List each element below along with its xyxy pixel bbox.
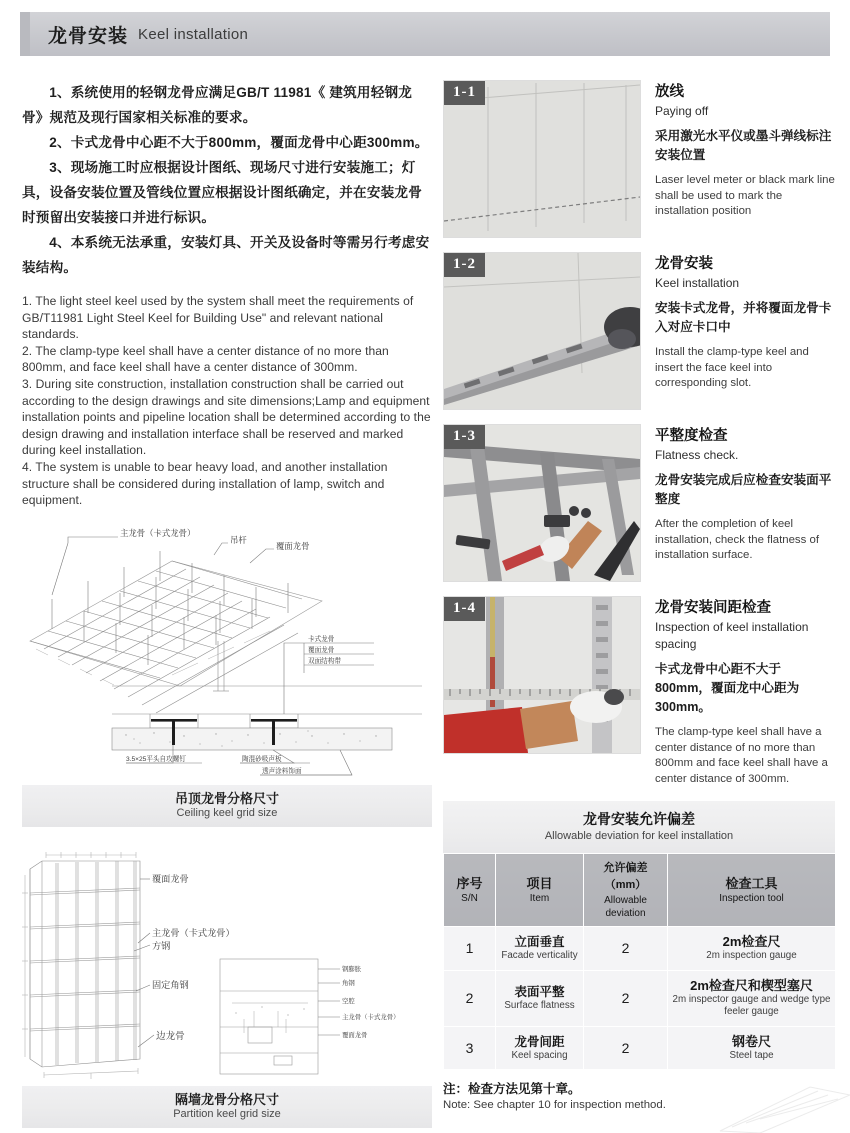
row-2-tool <box>668 970 836 1026</box>
step-title-en-1-2: Keel installation <box>655 276 740 290</box>
label-detail-face-keel: 覆面龙骨 <box>342 1031 368 1039</box>
step-body-cn-1-2: 安装卡式龙骨，并将覆面龙骨卡入对应卡口中 <box>655 301 832 334</box>
photo-paying-off <box>443 80 641 238</box>
label-callout-structure-band: 双面结构带 <box>308 657 341 665</box>
partition-drawing-caption <box>22 1086 432 1128</box>
allowable-deviation-table-wrap <box>443 801 835 1113</box>
step-body-en-1-1: Laser level meter or black mark line shall be used to mark the installation position <box>655 174 835 217</box>
row-2-sn: 2 <box>444 970 496 1026</box>
intro-en-p3: 3. During site construction, installation construction shall be carried out according to the design drawings and site dimensions;Lamp and equipment installation points and pipeline location shall be determined according to the design drawing and installation interface shall be reserved and marked during keel installation. <box>22 376 431 458</box>
step-title-en-1-4: Inspection of keel installation spacing <box>655 620 809 651</box>
label-callout-clamp-keel: 卡式龙骨 <box>308 635 335 643</box>
row-3-deviation: 2 <box>584 1026 668 1070</box>
step-title-en-1-1: Paying off <box>655 104 709 118</box>
row-2-item <box>496 970 584 1026</box>
step-title-cn-1-1: 放线 <box>655 84 684 100</box>
label-detail-angle-steel: 角钢 <box>342 979 355 987</box>
row-1-sn: 1 <box>444 927 496 971</box>
label-coating-finish: 透声涂料饰面 <box>262 767 302 775</box>
header-accent-bar <box>20 12 30 56</box>
step-body-cn-1-1: 采用激光水平仪或墨斗弹线标注安装位置 <box>655 129 832 162</box>
row-3-item-en: Keel spacing <box>511 1049 568 1061</box>
step-text-1-4 <box>641 596 835 787</box>
table-note-cn: 注：检查方法见第十章。 <box>443 1082 581 1096</box>
partition-keel-drawing-wrap <box>22 841 434 1128</box>
label-detail-cavity: 空腔 <box>342 997 355 1005</box>
header-item-en: Item <box>529 893 550 904</box>
label-main-keel: 主龙骨（卡式龙骨） <box>120 527 196 538</box>
header-sn-en: S/N <box>461 893 478 904</box>
step-title-en-1-3: Flatness check. <box>655 448 739 462</box>
photo-keel-installation <box>443 252 641 410</box>
photo-badge-1-4: 1-4 <box>444 597 485 621</box>
table-title-en: Allowable deviation for keel installation <box>544 830 734 842</box>
table-note-en: Note: See chapter 10 for inspection method. <box>443 1099 666 1111</box>
header-item-cn: 项目 <box>526 876 553 891</box>
label-partition-face-keel: 覆面龙骨 <box>152 873 189 884</box>
header-tool-cn: 检查工具 <box>725 876 778 891</box>
step-text-1-1 <box>641 80 835 238</box>
row-2-item-cn: 表面平整 <box>514 984 565 999</box>
left-column <box>22 80 432 1128</box>
page-title-en: Keel installation <box>138 25 249 43</box>
step-body-cn-1-3: 龙骨安装完成后应检查安装面平整度 <box>655 473 832 506</box>
ceiling-keel-drawing-wrap <box>22 523 434 827</box>
row-1-tool-cn: 2m检查尺 <box>722 934 781 949</box>
label-acoustic-board: 陶混砂吸声板 <box>242 755 282 763</box>
step-text-1-3 <box>641 424 835 582</box>
step-title-cn-1-4: 龙骨安装间距检查 <box>655 600 771 616</box>
intro-cn-p2: 2、卡式龙骨中心距不大于800mm，覆面龙骨中心距300mm。 <box>49 135 429 150</box>
label-partition-fixed-angle: 固定角钢 <box>152 979 189 990</box>
page-header <box>20 12 830 56</box>
row-2-tool-cn: 2m检查尺和楔型塞尺 <box>690 977 813 993</box>
step-body-en-1-4: The clamp-type keel shall have a center distance of no more than 800mm and face keel shall have a center distance of 300mm. <box>655 726 828 785</box>
label-detail-expansion-bolt: 钢膨胀 <box>342 965 362 973</box>
step-1-1 <box>443 80 835 238</box>
table-header-row <box>444 854 836 927</box>
header-sn-cn: 序号 <box>456 876 483 891</box>
photo-flatness-check <box>443 424 641 582</box>
intro-english-block <box>22 293 432 509</box>
allowable-deviation-table <box>443 853 836 1070</box>
photo-badge-1-1: 1-1 <box>444 81 485 105</box>
intro-cn-p4: 4、本系统无法承重，安装灯具、开关及设备时等需另行考虑安装结构。 <box>22 235 430 275</box>
ceiling-keel-drawing <box>22 523 434 785</box>
header-deviation-cn: 允许偏差（mm） <box>603 862 648 891</box>
row-1-item-cn: 立面垂直 <box>514 935 565 949</box>
row-2-deviation: 2 <box>584 970 668 1026</box>
intro-en-p4: 4. The system is unable to bear heavy load, and another installation structure shall be considered during installation of lamp, switch and equipment. <box>22 459 388 508</box>
intro-cn-p1: 1、系统使用的轻钢龙骨应满足GB/T 11981《 建筑用轻钢龙骨》规范及现行国家相关标准的要求。 <box>22 85 413 125</box>
row-1-item-en: Facade verticality <box>501 950 578 961</box>
label-partition-edge-keel: 边龙骨 <box>156 1030 185 1042</box>
right-column <box>443 80 835 1113</box>
table-title <box>443 801 835 853</box>
table-row <box>444 970 836 1026</box>
label-detail-main-keel: 主龙骨（卡式龙骨） <box>342 1013 400 1021</box>
row-1-tool <box>668 927 836 971</box>
table-row <box>444 927 836 971</box>
header-deviation-en: Allowable deviation <box>604 895 647 919</box>
table-header-deviation <box>584 854 668 927</box>
label-partition-square-steel: 方钢 <box>152 940 171 951</box>
intro-en-p1: 1. The light steel keel used by the system shall meet the requirements of GB/T11981 Light Steel Keel for Building Use" and relevant national standards. <box>22 294 414 342</box>
step-body-en-1-3: After the completion of keel installation, check the flatness of installation surface. <box>655 518 819 561</box>
ceiling-caption-en: Ceiling keel grid size <box>176 807 278 820</box>
row-1-item <box>496 927 584 971</box>
photo-spacing-inspection <box>443 596 641 754</box>
row-1-tool-en: 2m inspection gauge <box>706 950 797 961</box>
intro-chinese-block <box>22 80 432 280</box>
label-partition-main-keel: 主龙骨（卡式龙骨） <box>152 927 235 938</box>
row-3-tool-en: Steel tape <box>729 1049 774 1061</box>
row-3-tool <box>668 1026 836 1070</box>
label-hanger: 吊杆 <box>230 534 247 545</box>
intro-en-p2: 2. The clamp-type keel shall have a center distance of no more than 800mm, and face keel shall have a center distance of 300mm. <box>22 343 389 375</box>
photo-badge-1-2: 1-2 <box>444 253 485 277</box>
table-note <box>443 1081 835 1113</box>
step-title-cn-1-2: 龙骨安装 <box>655 256 713 272</box>
table-row <box>444 1026 836 1070</box>
table-header-sn <box>444 854 496 927</box>
step-body-cn-1-4: 卡式龙骨中心距不大于800mm，覆面龙中心距为300mm。 <box>655 662 800 714</box>
step-1-2 <box>443 252 835 410</box>
partition-keel-drawing <box>22 841 434 1086</box>
step-title-cn-1-3: 平整度检查 <box>655 428 728 444</box>
label-screw: 3.5×25平头自攻螺钉 <box>126 755 186 763</box>
partition-caption-en: Partition keel grid size <box>173 1108 281 1121</box>
step-1-3 <box>443 424 835 582</box>
step-1-4 <box>443 596 835 787</box>
ceiling-drawing-caption <box>22 785 432 827</box>
label-face-keel: 覆面龙骨 <box>276 540 310 551</box>
table-header-item <box>496 854 584 927</box>
step-text-1-2 <box>641 252 835 410</box>
ceiling-caption-cn: 吊顶龙骨分格尺寸 <box>174 791 279 807</box>
row-3-item-cn: 龙骨间距 <box>514 1034 565 1049</box>
row-3-item <box>496 1026 584 1070</box>
page-title-cn: 龙骨安装 <box>48 25 129 47</box>
row-3-tool-cn: 钢卷尺 <box>731 1033 771 1049</box>
row-3-sn: 3 <box>444 1026 496 1070</box>
header-tool-en: Inspection tool <box>719 893 784 904</box>
label-callout-face-keel: 覆面龙骨 <box>308 646 335 654</box>
intro-cn-p3: 3、现场施工时应根据设计图纸、现场尺寸进行安装施工；灯具，设备安装位置及管线位置应根据设计图纸确定，并在安装龙骨时预留出安装接口并进行标识。 <box>22 160 423 225</box>
photo-badge-1-3: 1-3 <box>444 425 485 449</box>
table-title-cn: 龙骨安装允许偏差 <box>583 811 695 827</box>
row-1-deviation: 2 <box>584 927 668 971</box>
step-body-en-1-2: Install the clamp-type keel and insert the face keel into corresponding slot. <box>655 346 809 389</box>
table-header-tool <box>668 854 836 927</box>
row-2-item-en: Surface flatness <box>504 999 575 1011</box>
row-2-tool-en: 2m inspector gauge and wedge type feeler gauge <box>672 993 831 1017</box>
partition-caption-cn: 隔墙龙骨分格尺寸 <box>174 1092 279 1108</box>
